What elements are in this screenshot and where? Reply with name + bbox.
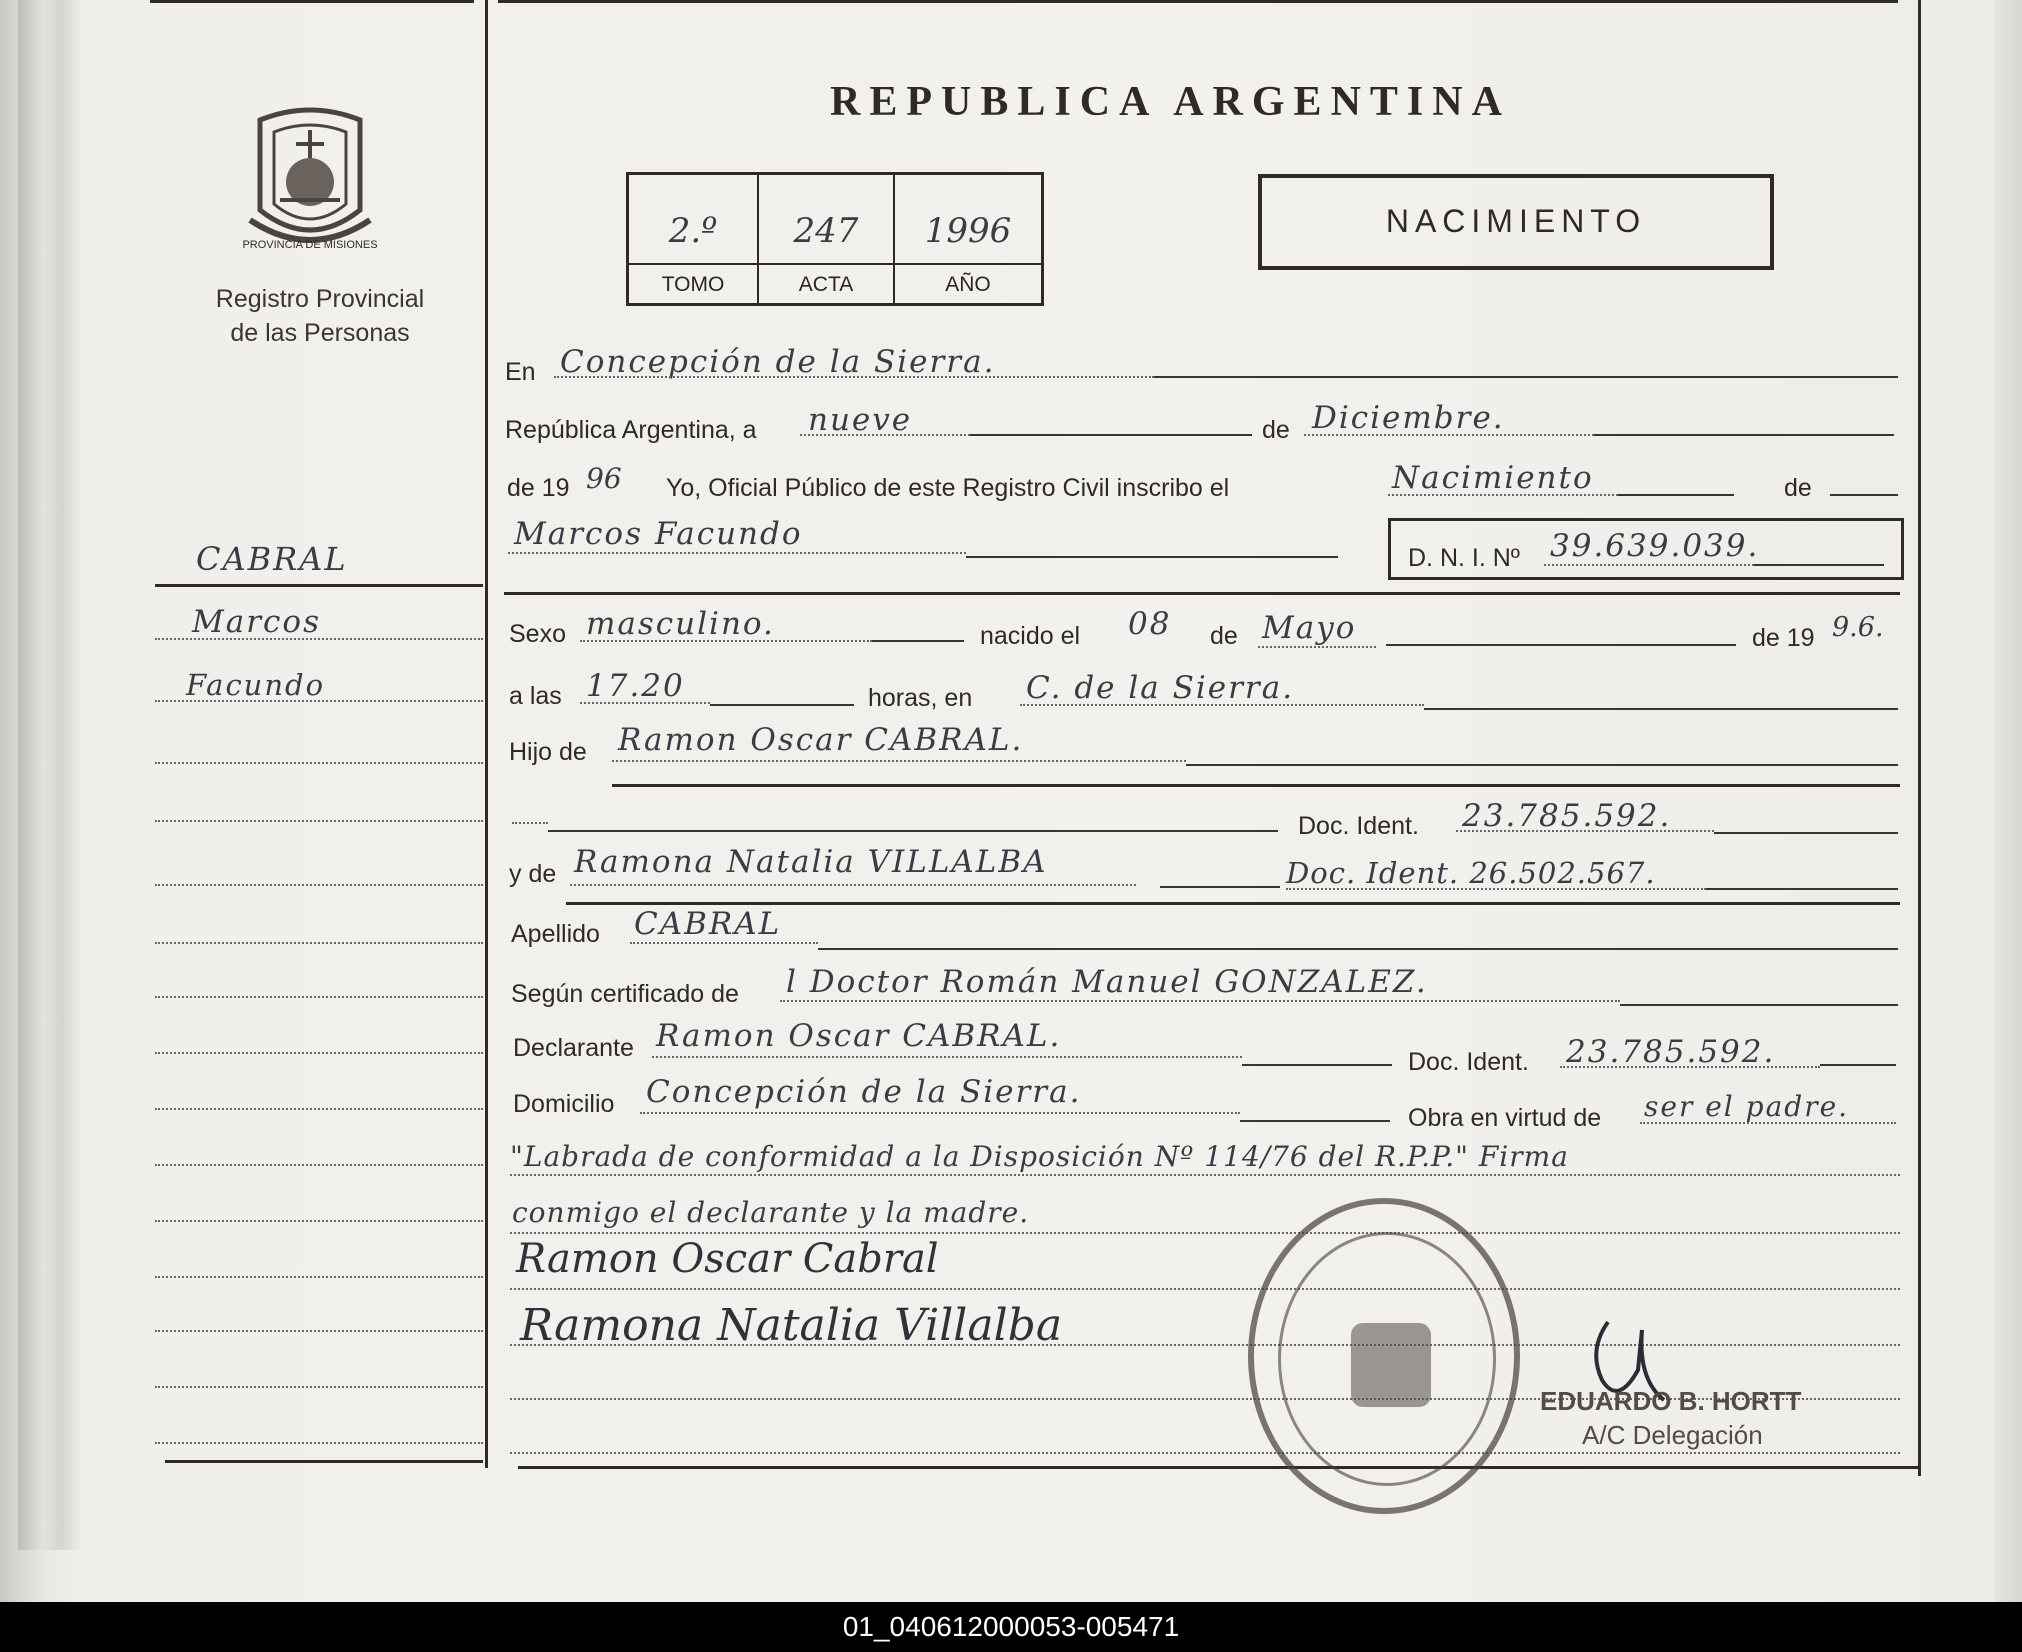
month-value: Diciembre. [1312, 400, 1505, 436]
document-title: REPUBLICA ARGENTINA [830, 79, 1511, 125]
y-de-label: y de [509, 860, 557, 888]
de19-label: de 19 [1752, 624, 1815, 652]
registry-label-line2: de las Personas [230, 319, 410, 347]
father-doc-line-end [1714, 832, 1898, 834]
margin-line [155, 700, 483, 702]
dni-value: 39.639.039. [1550, 528, 1760, 564]
margin-line [155, 1164, 483, 1166]
certificate-line-end [1620, 1004, 1898, 1006]
note-line [510, 1232, 1900, 1234]
sexo-label: Sexo [509, 620, 566, 648]
record-number-table [626, 172, 1044, 306]
margin-surname-rule [155, 584, 483, 587]
domicilio-label: Domicilio [513, 1090, 615, 1118]
tomo-value: 2.º [668, 211, 718, 251]
birth-day-value: 08 [1128, 606, 1172, 642]
nacido-label: nacido el [980, 622, 1081, 650]
margin-surname: CABRAL [196, 540, 348, 578]
note-line [510, 1288, 1900, 1290]
officer-stamp [1540, 1384, 1801, 1452]
top-rule-right [498, 0, 1898, 3]
ano-cell [895, 175, 1041, 303]
place-line [554, 376, 1154, 378]
republica-label: República Argentina, a [505, 416, 757, 444]
sexo-line-end [872, 640, 964, 642]
father-name-line [612, 760, 1186, 762]
declarante-doc-line [1560, 1066, 1820, 1068]
margin-bottom-rule [165, 1460, 483, 1463]
father-doc-value: 23.785.592. [1462, 798, 1672, 834]
registry-label [190, 282, 450, 350]
right-border [1918, 0, 1921, 1476]
margin-line [155, 820, 483, 822]
margin-line [155, 1220, 483, 1222]
ano-value: 1996 [924, 211, 1012, 251]
margin-line [155, 1108, 483, 1110]
mother-name-line [570, 884, 1136, 886]
margin-middle-name: Facundo [186, 668, 326, 702]
declarante-doc-line-end [1820, 1064, 1896, 1066]
de-label2: de [1784, 474, 1812, 502]
section-rule-2 [612, 784, 1900, 787]
day-line [800, 434, 970, 436]
margin-line [155, 996, 483, 998]
birth-year-suffix: 9.6. [1832, 612, 1884, 643]
signature-father: Ramon Oscar Cabral [516, 1236, 939, 1282]
provincia-misiones-emblem [240, 100, 380, 260]
margin-line [155, 638, 483, 640]
margin-line [155, 884, 483, 886]
obra-line [1640, 1122, 1896, 1124]
en-label: En [505, 358, 536, 386]
birth-time-line-end [710, 704, 854, 706]
place-line-end [1154, 376, 1898, 378]
mother-doc-value: Doc. Ident. 26.502.567. [1286, 856, 1656, 890]
footer-id: 01_040612000053-005471 [842, 1611, 1180, 1642]
segun-label: Según certificado de [511, 980, 739, 1008]
registry-label-line1: Registro Provincial [215, 285, 425, 313]
tomo-cell [629, 175, 759, 303]
declarante-value: Ramon Oscar CABRAL. [656, 1018, 1062, 1054]
father-name-line-end [1186, 764, 1898, 766]
margin-line [155, 942, 483, 944]
act-type-value: Nacimiento [1392, 460, 1594, 496]
father-doc-line [1456, 830, 1714, 832]
document-type-box: NACIMIENTO [1258, 174, 1774, 270]
declarante-doc-value: 23.785.592. [1566, 1034, 1776, 1070]
apellido-value: CABRAL [634, 906, 782, 942]
birth-month-value: Mayo [1262, 610, 1357, 646]
form-bottom-rule [518, 1466, 1918, 1469]
tomo-label: TOMO [629, 263, 757, 303]
dni-label: D. N. I. Nº [1408, 544, 1520, 572]
dni-line-end [1754, 564, 1884, 566]
domicilio-value: Concepción de la Sierra. [646, 1074, 1082, 1110]
margin-line [155, 762, 483, 764]
place-value: Concepción de la Sierra. [560, 344, 996, 380]
margin-line [155, 1442, 483, 1444]
declarante-line-end [1242, 1064, 1392, 1066]
inscribo-label: Yo, Oficial Público de este Registro Civil inscribo el [666, 474, 1230, 502]
note-line [510, 1452, 1900, 1454]
hijo-label: Hijo de [509, 738, 587, 766]
declarante-label: Declarante [513, 1034, 634, 1062]
note-line [510, 1174, 1900, 1176]
day-line-end [970, 434, 1252, 436]
doc-ident-label2: Doc. Ident. [1408, 1048, 1529, 1076]
de-line [1830, 494, 1898, 496]
year-suffix: 96 [586, 462, 622, 495]
horas-label: horas, en [868, 684, 973, 712]
mother-name-line-end [1160, 886, 1280, 888]
emblem-lettering: PROVINCIA DE MISIONES [242, 239, 378, 251]
doc-ident-label: Doc. Ident. [1298, 812, 1419, 840]
apellido-line [630, 942, 818, 944]
father-name-value: Ramon Oscar CABRAL. [618, 722, 1024, 758]
a-las-label: a las [509, 682, 562, 710]
obra-value: ser el padre. [1644, 1090, 1850, 1123]
acta-value: 247 [793, 211, 859, 251]
seal-emblem-icon [1351, 1323, 1431, 1407]
birth-month-line-end [1386, 644, 1736, 646]
domicilio-line-end [1240, 1120, 1390, 1122]
act-type-line [1388, 494, 1618, 496]
year-prefix: de 19 [507, 474, 570, 502]
signature-mother: Ramona Natalia Villalba [520, 1300, 1063, 1351]
official-seal [1248, 1198, 1520, 1514]
section-rule-1 [504, 592, 1900, 595]
blank-line [512, 822, 548, 824]
top-rule-left [150, 0, 474, 3]
acta-label: ACTA [759, 263, 893, 303]
domicilio-line [640, 1112, 1240, 1114]
sexo-value: masculino. [586, 606, 775, 642]
birth-place-line-end [1424, 708, 1898, 710]
margin-line [155, 1330, 483, 1332]
mother-doc-line-end [1706, 888, 1898, 890]
sexo-line [580, 640, 872, 642]
de-label: de [1262, 416, 1290, 444]
margin-line [155, 1386, 483, 1388]
certificate-by-value: l Doctor Román Manuel GONZALEZ. [786, 964, 1428, 1000]
ano-label: AÑO [895, 263, 1041, 303]
birth-place-value: C. de la Sierra. [1026, 670, 1295, 706]
blank-line-solid [548, 830, 1278, 832]
book-spine [18, 0, 80, 1550]
certificate-line [780, 1000, 1620, 1002]
day-value: nueve [808, 402, 913, 438]
child-name-value: Marcos Facundo [514, 516, 803, 552]
page-edge [1994, 0, 2022, 1602]
birth-month-line [1258, 646, 1376, 648]
apellido-line-end [818, 948, 1898, 950]
month-line-end [1594, 434, 1894, 436]
margin-line [155, 1052, 483, 1054]
note-line-1: "Labrada de conformidad a la Disposición Nº 114/76 del R.P.P." Firma [510, 1140, 1569, 1173]
mother-name-value: Ramona Natalia VILLALBA [574, 844, 1048, 880]
birth-time-line [580, 702, 710, 704]
officer-name: EDUARDO B. HORTT [1540, 1386, 1802, 1416]
obra-label: Obra en virtud de [1408, 1104, 1602, 1132]
birth-place-line [1020, 704, 1424, 706]
column-divider [485, 0, 488, 1468]
mother-doc-line [1286, 888, 1706, 890]
month-line [1304, 434, 1594, 436]
de-label3: de [1210, 622, 1238, 650]
note-line-2: conmigo el declarante y la madre. [512, 1196, 1030, 1229]
dni-line [1544, 564, 1754, 566]
seal-inner-ring [1278, 1232, 1496, 1486]
apellido-label: Apellido [511, 920, 600, 948]
acta-cell [759, 175, 895, 303]
child-name-line-end [966, 556, 1338, 558]
margin-line [155, 1276, 483, 1278]
section-rule-3 [566, 902, 1900, 905]
officer-role: A/C Delegación [1582, 1420, 1763, 1450]
child-name-line [508, 552, 966, 554]
act-type-line-end [1618, 494, 1734, 496]
declarante-line [652, 1056, 1242, 1058]
margin-first-name: Marcos [192, 604, 321, 640]
birth-time-value: 17.20 [586, 668, 685, 704]
